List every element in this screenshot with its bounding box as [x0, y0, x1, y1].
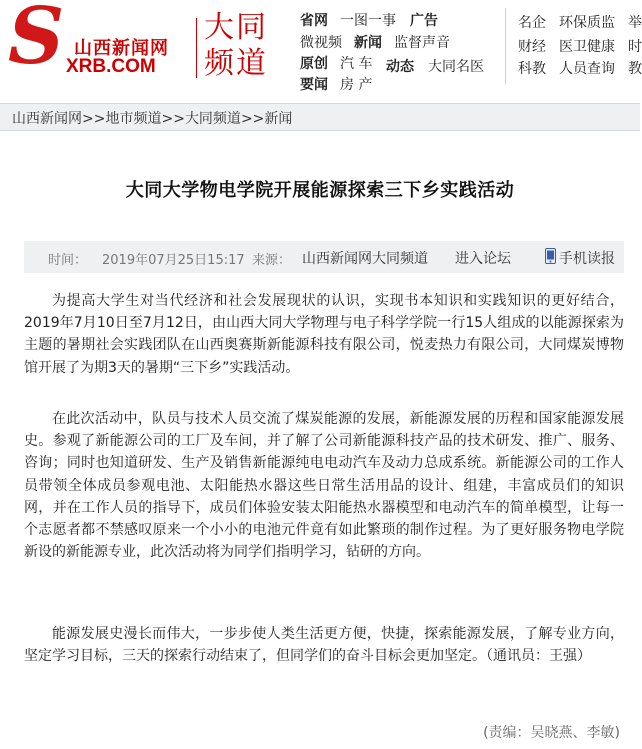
- source-label: 来源：: [252, 253, 292, 268]
- article-paragraph-1: 为提高大学生对当代经济和社会发展现状的认识，实现书本知识和实践知识的更好结合，2019年7月10日至7月12日，由山西大同大学物理与电子科学学院一行15人组成的以能源探索为主题的暑期社会实践团队在山西奥赛斯新能源科技有限公司，悦麦热力有限公司，大同煤炭博物馆开展了为期3天的暑期“三下乡”实践活动。: [24, 293, 624, 376]
- breadcrumb-bar: [0, 103, 640, 131]
- forum-link[interactable]: 进入论坛: [455, 251, 511, 267]
- nav-dynamics[interactable]: 动态: [386, 59, 414, 75]
- nav-provincial[interactable]: 省网: [300, 13, 328, 29]
- mobile-read-link[interactable]: 手机读报: [559, 251, 615, 267]
- nav-health[interactable]: 医卫健康: [559, 39, 615, 55]
- nav-one-picture[interactable]: 一图一事: [340, 13, 396, 29]
- nav-science-edu[interactable]: 科教: [518, 61, 546, 77]
- nav-micro-video[interactable]: 微视频: [300, 35, 342, 51]
- mobile-phone-icon[interactable]: [545, 248, 556, 264]
- logo-domain: XRB.COM: [66, 56, 156, 77]
- editor-credit: (责编：吴晓燕、李敏): [483, 725, 620, 741]
- nav-original[interactable]: 原创: [300, 56, 328, 72]
- breadcrumb-separator: >>: [82, 111, 106, 127]
- breadcrumb: [12, 108, 292, 128]
- nav-finance[interactable]: 财经: [518, 39, 546, 55]
- nav-divider: [505, 8, 506, 84]
- nav-headlines[interactable]: 要闻: [300, 77, 328, 93]
- channel-title-line2: 频道: [204, 46, 268, 81]
- breadcrumb-item-datong[interactable]: 大同频道: [184, 111, 241, 127]
- nav-time[interactable]: 时: [628, 39, 642, 55]
- time-label: 时间：: [48, 253, 88, 268]
- site-logo[interactable]: [8, 0, 198, 88]
- nav-education[interactable]: 教: [628, 61, 642, 77]
- nav-doctors[interactable]: 大同名医: [428, 59, 484, 75]
- nav-auto[interactable]: 汽 车: [340, 56, 373, 72]
- publish-time: 2019年07月25日15:17: [102, 253, 245, 268]
- article-title: 大同大学物电学院开展能源探索三下乡实践活动: [125, 180, 515, 201]
- nav-ads[interactable]: 广告: [410, 13, 438, 29]
- nav-supervision[interactable]: 监督声音: [394, 35, 450, 51]
- breadcrumb-separator: >>: [240, 111, 265, 127]
- breadcrumb-item-home[interactable]: 山西新闻网: [12, 111, 82, 127]
- logo-s-mark: S: [8, 0, 65, 82]
- nav-enterprises[interactable]: 名企: [518, 15, 546, 31]
- article-meta-bar: [24, 241, 624, 273]
- breadcrumb-separator: >>: [161, 111, 185, 127]
- channel-title: [204, 10, 268, 82]
- nav-environment[interactable]: 环保质监: [559, 15, 615, 31]
- article-paragraph-2: 在此次活动中，队员与技术人员交流了煤炭能源的发展，新能源发展的历程和国家能源发展史。参观了新能源公司的工厂及车间，并了解了公司新能源科技产品的技术研发、推广、服务、咨询；同时也知道研发、生产及销售新能源纯电电动汽车及动力总成系统。新能源公司的工作人员带领全体成员参观电池、太阳能热水器这些日常生活用品的设计、组建，丰富成员们的知识网，并在工作人员的指导下，成员们体验安装太阳能热水器模型和电动汽车的简单模型，让每一个志愿者都不禁感叹原来一个小小的电池元件竟有如此繁琐的制作过程。为了更好服务物电学院新设的新能源专业，此次活动将为同学们指明学习，钻研的方向。: [24, 411, 624, 561]
- nav-news[interactable]: 新闻: [354, 35, 382, 51]
- site-header: [0, 0, 640, 92]
- logo-chinese-name: 山西新闻网: [74, 38, 169, 59]
- breadcrumb-item-news[interactable]: 新闻: [264, 111, 293, 127]
- article-paragraph-3: 能源发展史漫长而伟大，一步步使人类生活更方便，快捷，探索能源发展，了解专业方向，坚定学习目标，三天的探索行动结束了，但同学们的奋斗目标会更加坚定。（通讯员：王强）: [24, 626, 624, 665]
- nav-report[interactable]: 举: [628, 15, 642, 31]
- nav-realestate[interactable]: 房 产: [340, 77, 373, 93]
- channel-title-line1: 大同: [204, 10, 268, 45]
- breadcrumb-item-city[interactable]: 地市频道: [105, 111, 162, 127]
- nav-personnel[interactable]: 人员查询: [559, 61, 615, 77]
- source-value[interactable]: 山西新闻网大同频道: [302, 251, 428, 267]
- logo-divider: [196, 18, 197, 78]
